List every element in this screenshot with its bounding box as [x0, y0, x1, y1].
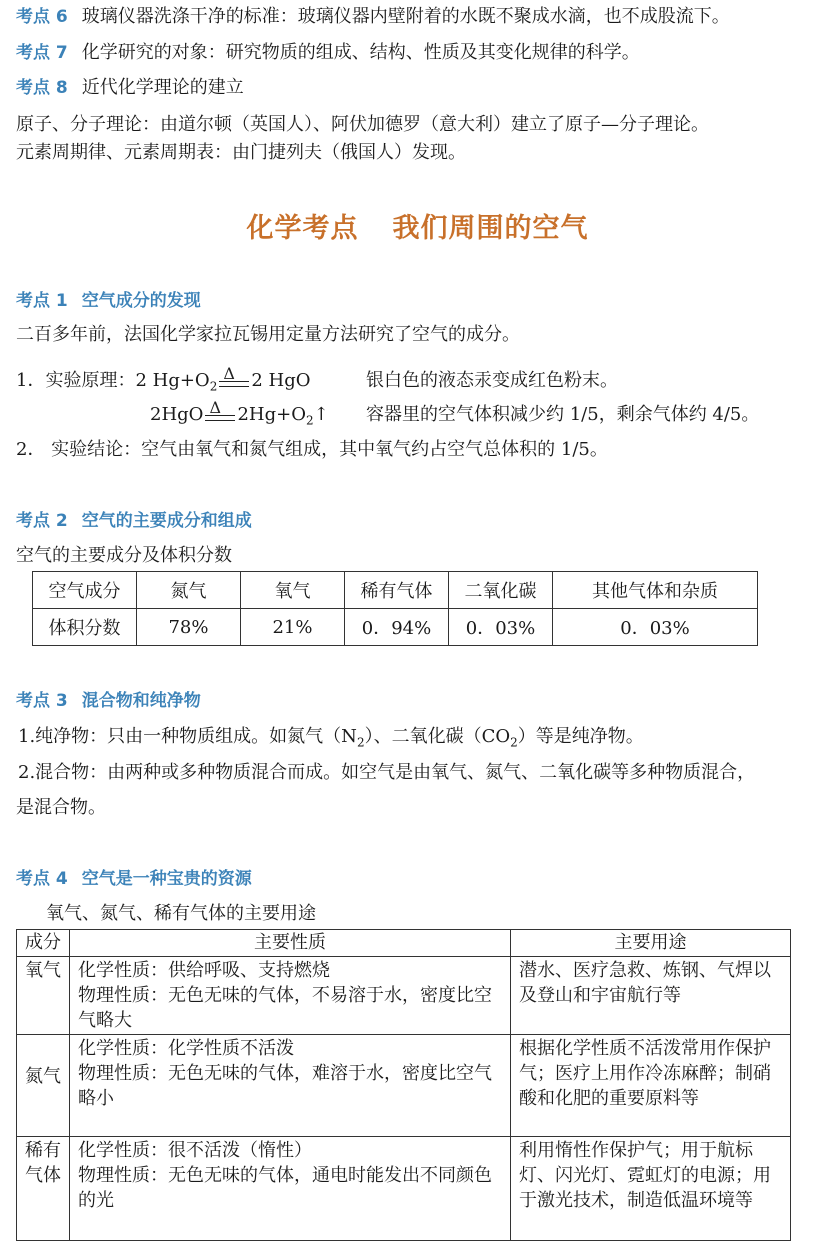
s2-label: 考点 2	[16, 511, 68, 531]
s2-heading	[16, 509, 252, 533]
kaodian-7-text: 化学研究的对象：研究物质的组成、结构、性质及其变化规律的科学。	[81, 42, 640, 63]
up-arrow-icon: ↑	[313, 404, 329, 425]
gas-name-cell: 氧气	[17, 957, 70, 1035]
eq2-note: 容器里的空气体积减少约 1/5，剩余气体约 4/5。	[366, 404, 760, 425]
gas-props-cell: 化学性质：化学性质不活泼 物理性质：无色无味的气体，难溶于水，密度比空气略小	[70, 1035, 511, 1137]
table-row	[17, 1035, 791, 1137]
table-cell: 78%	[137, 609, 241, 646]
s1-intro: 二百多年前，法国化学家拉瓦锡用定量方法研究了空气的成分。	[16, 324, 520, 345]
kaodian-6	[16, 5, 730, 29]
s2-title: 空气的主要成分和组成	[81, 511, 252, 531]
kaodian-8-label: 考点 8	[16, 78, 68, 98]
s3-title: 混合物和纯净物	[81, 691, 201, 711]
kaodian-6-label: 考点 6	[16, 7, 68, 27]
table-header-cell: 稀有气体	[345, 572, 449, 609]
table-header-cell: 空气成分	[33, 572, 137, 609]
s1-heading	[16, 289, 201, 313]
heat-arrow-icon	[217, 364, 251, 393]
equation-2	[150, 398, 329, 433]
table-cell: 体积分数	[33, 609, 137, 646]
heat-arrow-icon	[203, 398, 237, 427]
table-header-cell: 主要性质	[70, 930, 511, 957]
eq2-reactant: 2HgO	[150, 404, 204, 425]
kaodian-8	[16, 76, 244, 100]
s3-pure: 1.纯净物：只由一种物质组成。如氮气$(N_2)$、二氧化碳$(CO_2)$等是纯净物。	[18, 726, 644, 750]
s4-label: 考点 4	[16, 869, 68, 889]
table-row	[33, 572, 758, 609]
table-header-cell: 成分	[17, 930, 70, 957]
table-cell: 0．03%	[449, 609, 553, 646]
table-header-cell: 氧气	[241, 572, 345, 609]
table-row	[17, 930, 791, 957]
s4-title: 空气是一种宝贵的资源	[81, 869, 252, 889]
gas-props-cell: 化学性质：供给呼吸、支持燃烧 物理性质：无色无味的气体，不易溶于水，密度比空气略大	[70, 957, 511, 1035]
title-part2: 我们周围的空气	[392, 213, 589, 244]
kaodian-7	[16, 41, 640, 65]
page-title	[0, 206, 835, 245]
kaodian-6-text: 玻璃仪器洗涤干净的标准：玻璃仪器内壁附着的水既不聚成水滴，也不成股流下。	[81, 6, 730, 27]
eq1-note: 银白色的液态汞变成红色粉末。	[366, 370, 618, 391]
s1-title: 空气成分的发现	[81, 291, 201, 311]
equation-1	[16, 364, 311, 399]
table-row	[33, 609, 758, 646]
s2-caption: 空气的主要成分及体积分数	[16, 545, 232, 566]
s1-label: 考点 1	[16, 291, 68, 311]
gas-uses-cell: 根据化学性质不活泼常用作保护气；医疗上用作冷冻麻醉；制硝酸和化肥的重要原料等	[511, 1035, 791, 1137]
delta-symbol: Δ	[223, 364, 235, 383]
s3-heading	[16, 689, 201, 713]
s3-mixture: 2.混合物：由两种或多种物质混合而成。如空气是由氧气、氮气、二氧化碳等多种物质混合，	[18, 762, 756, 783]
table-cell: 0．94%	[345, 609, 449, 646]
eq1-reactants: 1．实验原理：2 Hg+O	[16, 370, 210, 391]
air-composition-table	[32, 571, 758, 646]
delta-symbol: Δ	[209, 398, 221, 417]
eq1-product: 2 HgO	[251, 370, 311, 391]
eq2-products: 2Hg+O	[237, 404, 306, 425]
atom-theory-line: 原子、分子理论：由道尔顿（英国人）、阿伏加德罗（意大利）建立了原子—分子理论。	[16, 114, 709, 135]
s3-label: 考点 3	[16, 691, 68, 711]
gas-uses-cell: 利用惰性作保护气；用于航标灯、闪光灯、霓虹灯的电源；用于激光技术，制造低温环境等	[511, 1137, 791, 1241]
s3-mixture-cont: 是混合物。	[16, 797, 106, 818]
s4-caption: 氧气、氮气、稀有气体的主要用途	[46, 903, 316, 924]
gas-props-cell: 化学性质：很不活泼（惰性） 物理性质：无色无味的气体，通电时能发出不同颜色的光	[70, 1137, 511, 1241]
s4-heading	[16, 867, 252, 891]
title-part1: 化学考点	[246, 213, 359, 244]
kaodian-8-text: 近代化学理论的建立	[81, 77, 244, 98]
gas-uses-table	[16, 929, 791, 1241]
kaodian-7-label: 考点 7	[16, 43, 68, 63]
gas-uses-cell: 潜水、医疗急救、炼钢、气焊以及登山和宇宙航行等	[511, 957, 791, 1035]
table-row	[17, 957, 791, 1035]
eq1-sub: 2	[209, 379, 218, 394]
table-header-cell: 二氧化碳	[449, 572, 553, 609]
table-cell: 0．03%	[553, 609, 758, 646]
gas-name-cell: 氮气	[17, 1035, 70, 1137]
table-row	[17, 1137, 791, 1241]
s1-conclusion: 2． 实验结论：空气由氧气和氮气组成，其中氧气约占空气总体积的 1/5。	[16, 439, 608, 460]
gas-name-cell: 稀有气体	[17, 1137, 70, 1241]
eq2-sub: 2	[305, 413, 314, 428]
table-header-cell: 主要用途	[511, 930, 791, 957]
table-cell: 21%	[241, 609, 345, 646]
table-header-cell: 氮气	[137, 572, 241, 609]
periodic-table-line: 元素周期律、元素周期表：由门捷列夫（俄国人）发现。	[16, 142, 466, 163]
table-header-cell: 其他气体和杂质	[553, 572, 758, 609]
